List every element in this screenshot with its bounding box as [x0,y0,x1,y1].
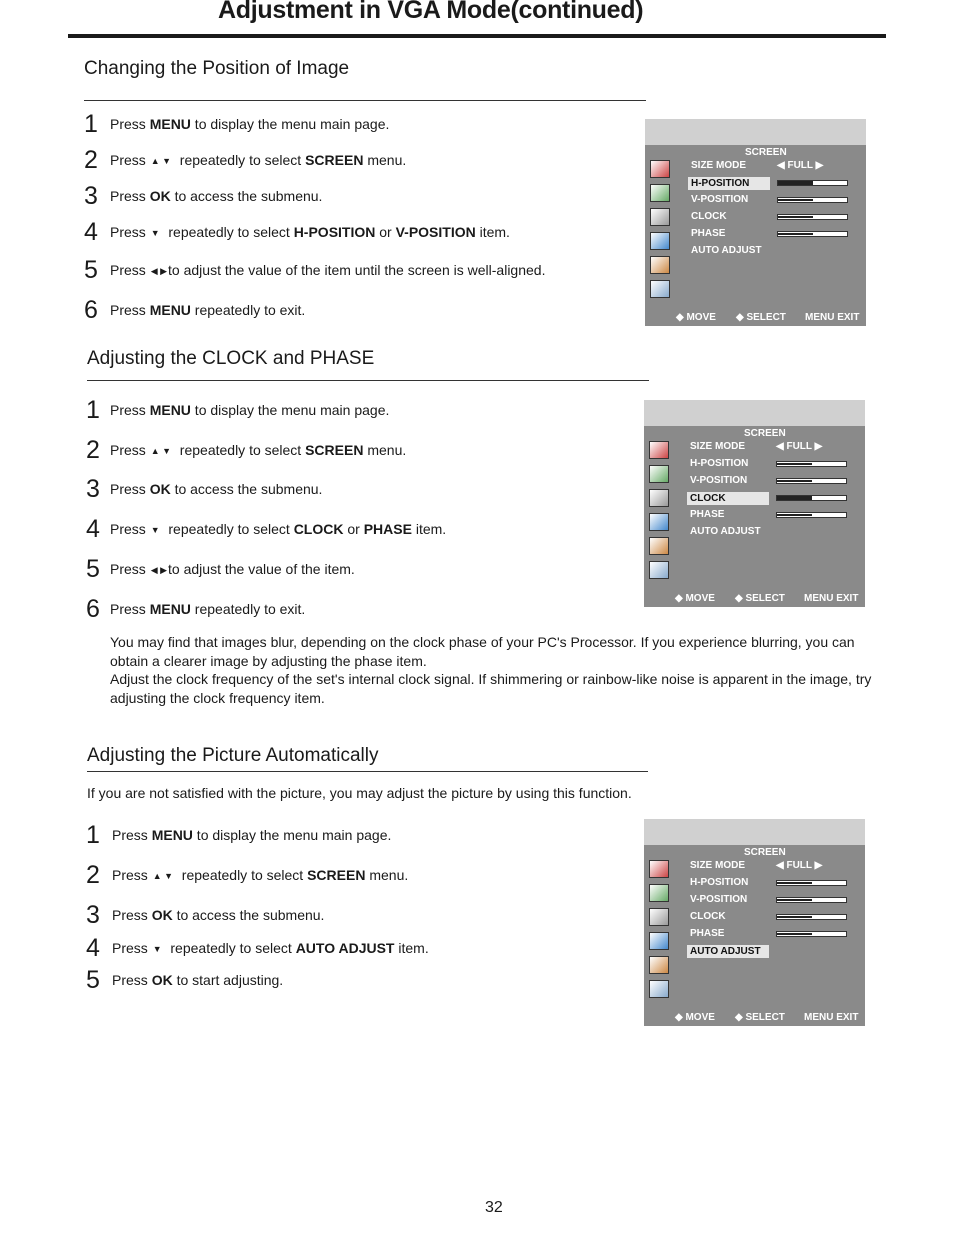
step-number: 5 [86,555,100,583]
step-text [110,188,322,204]
step-text [110,442,406,459]
section-heading-position: Changing the Position of Image [84,58,350,79]
step-text-part: Press [110,561,150,577]
osd-level-bar [777,180,848,186]
osd-footer-move: ◆ MOVE [676,312,716,323]
sound-icon [649,489,669,507]
osd-level-bar [776,495,847,501]
osd-icon-column [644,857,676,1007]
section-heading-clock-phase: Adjusting the CLOCK and PHASE [87,348,375,369]
size-mode-value: ◀ FULL ▶ [777,160,824,171]
picture-icon [649,441,669,459]
step-number: 4 [84,218,98,246]
step-keyword: OK [149,481,171,497]
osd-level-bar [776,461,847,467]
step-text-part: repeatedly to select [160,224,294,240]
note-clock: Adjust the clock frequency of the set's internal clock signal. If shimmering or rainbow-like noise is apparent in the image, try adjusting the clock frequency item. [110,671,872,706]
osd-header: SCREEN [744,428,786,439]
osd-item: V-POSITION [690,475,748,486]
section-rule [84,100,646,101]
osd-level-bar [776,880,847,886]
step-text [110,601,305,617]
screen-icon [650,280,670,298]
step-text-part: menu. [365,867,409,883]
step-text-part: item. [394,940,429,956]
step-text-part: repeatedly to select [172,152,306,168]
step-text-part: Press [110,262,150,278]
step-number: 6 [84,296,98,324]
step-text-part: or [343,521,364,537]
osd-level-fill [778,181,813,185]
step-text [110,302,305,318]
osd-item: PHASE [691,228,726,239]
step-text-part: repeatedly to exit. [190,302,306,318]
osd-item: PHASE [690,509,725,520]
osd-level-bar [777,214,848,220]
arrow-buttons-icon: ▲ ▼ [150,446,172,456]
step-number: 3 [86,475,100,503]
step-text-part: to adjust the value of the item. [168,561,355,577]
step-text [110,262,545,279]
step-text-part: Press [112,972,152,988]
osd-item: SIZE MODE [691,160,747,171]
step-number: 3 [84,182,98,210]
osd-footer-select: ◆ SELECT [735,1012,785,1023]
step-number: 3 [86,901,100,929]
step-text [110,116,389,132]
note-phase: You may find that images blur, depending on the clock phase of your PC's Processor. If you experience blurring, you can obtain a clearer image by adjusting the phase item. [110,634,855,669]
step-text [110,561,355,578]
setup-icon [650,256,670,274]
step-text-part: repeatedly to select [162,940,296,956]
step-text-part: Press [110,402,150,418]
osd-level-bar [777,231,848,237]
step-text-part: to access the submenu. [170,481,323,497]
step-text [110,521,446,538]
step-text-part: to display the menu main page. [190,116,390,132]
osd-top-band [645,119,866,145]
auto-adjust-intro: If you are not satisfied with the picture, you may adjust the picture by using this function. [87,785,632,801]
step-keyword: V-POSITION [395,224,476,240]
arrow-buttons-icon: ▲ ▼ [152,871,174,881]
step-text [112,867,408,884]
step-keyword: MENU [149,601,191,617]
osd-level-fill [777,496,812,500]
step-text-part: to access the submenu. [172,907,325,923]
step-keyword: PHASE [363,521,412,537]
step-text [110,224,510,241]
osd-footer-exit: MENU EXIT [805,312,860,323]
osd-level-bar [776,914,847,920]
osd-level-fill [777,916,812,918]
step-number: 1 [86,396,100,424]
title-rule [68,34,886,38]
osd-item: CLOCK [687,492,769,505]
osd-level-fill [777,480,812,482]
osd-item: PHASE [690,928,725,939]
osd-item: SIZE MODE [690,860,746,871]
screen-icon [649,561,669,579]
picture-icon [649,860,669,878]
section-rule [87,380,649,381]
step-text-part: Press [110,188,150,204]
step-text-part: to access the submenu. [170,188,323,204]
step-text-part: Press [110,116,150,132]
osd-level-fill [777,463,812,465]
arrow-buttons-icon: ▼ [150,228,160,238]
step-text-part: to display the menu main page. [190,402,390,418]
image-icon [650,184,670,202]
osd-level-bar [776,931,847,937]
osd-item: AUTO ADJUST [690,526,761,537]
page-number: 32 [485,1199,503,1216]
step-keyword: OK [151,972,173,988]
osd-item: AUTO ADJUST [687,945,769,958]
osd-level-fill [777,933,812,935]
osd-screen-menu-auto-adjust [644,819,865,1026]
step-keyword: MENU [149,116,191,132]
size-mode-value: ◀ FULL ▶ [776,860,823,871]
step-keyword: SCREEN [305,442,364,458]
step-text [112,940,429,957]
step-text [110,402,389,418]
section-rule [87,771,648,772]
step-text-part: item. [411,521,447,537]
step-text-part: menu. [363,442,407,458]
step-number: 5 [86,966,100,994]
page-title: Adjustment in VGA Mode(continued) [218,0,644,24]
osd-header: SCREEN [745,147,787,158]
step-number: 6 [86,595,100,623]
step-number: 4 [86,934,100,962]
image-icon [649,884,669,902]
step-text-part: Press [110,224,150,240]
feature-icon [649,513,669,531]
osd-icon-column [644,438,676,588]
sound-icon [649,908,669,926]
osd-footer-exit: MENU EXIT [804,1012,859,1023]
step-number: 4 [86,515,100,543]
step-text-part: Press [110,481,150,497]
picture-icon [650,160,670,178]
clock-phase-note [110,633,885,707]
step-text-part: to adjust the value of the item until the screen is well-aligned. [168,262,546,278]
step-text-part: or [375,224,396,240]
osd-level-fill [777,899,812,901]
section-heading-auto: Adjusting the Picture Automatically [87,745,379,766]
step-keyword: MENU [149,302,191,318]
step-text-part: Press [112,907,152,923]
osd-item: H-POSITION [688,177,770,190]
osd-item: H-POSITION [690,877,749,888]
step-number: 2 [84,146,98,174]
step-keyword: CLOCK [293,521,344,537]
osd-item: H-POSITION [690,458,749,469]
osd-level-fill [777,882,812,884]
step-text [110,152,406,169]
step-keyword: OK [151,907,173,923]
step-text [112,972,283,988]
step-keyword: OK [149,188,171,204]
step-text-part: item. [475,224,510,240]
step-keyword: MENU [151,827,193,843]
step-text-part: Press [110,442,150,458]
step-keyword: SCREEN [305,152,364,168]
step-number: 5 [84,256,98,284]
step-number: 1 [86,821,100,849]
osd-item: AUTO ADJUST [691,245,762,256]
osd-item: V-POSITION [691,194,749,205]
step-text-part: Press [110,302,150,318]
step-text-part: repeatedly to select [160,521,294,537]
osd-header: SCREEN [744,847,786,858]
osd-footer-select: ◆ SELECT [735,593,785,604]
arrow-buttons-icon: ▼ [152,944,162,954]
osd-footer-exit: MENU EXIT [804,593,859,604]
osd-level-fill [778,233,813,235]
osd-footer-select: ◆ SELECT [736,312,786,323]
step-text-part: repeatedly to select [172,442,306,458]
step-keyword: SCREEN [307,867,366,883]
osd-item: CLOCK [691,211,727,222]
arrow-buttons-icon: ◀ ▶ [150,565,168,575]
arrow-buttons-icon: ▲ ▼ [150,156,172,166]
sound-icon [650,208,670,226]
step-keyword: H-POSITION [293,224,376,240]
step-text-part: Press [112,827,152,843]
osd-level-bar [777,197,848,203]
image-icon [649,465,669,483]
step-text-part: Press [112,867,152,883]
osd-footer-move: ◆ MOVE [675,1012,715,1023]
osd-icon-column [645,157,677,307]
osd-level-bar [776,512,847,518]
setup-icon [649,537,669,555]
osd-footer-move: ◆ MOVE [675,593,715,604]
osd-screen-menu-hposition [645,119,866,326]
osd-level-fill [778,216,813,218]
step-text-part: Press [110,521,150,537]
step-text-part: Press [110,152,150,168]
step-text-part: Press [112,940,152,956]
feature-icon [649,932,669,950]
step-number: 1 [84,110,98,138]
osd-item: V-POSITION [690,894,748,905]
step-text-part: Press [110,601,150,617]
step-text-part: menu. [363,152,407,168]
step-text-part: repeatedly to select [174,867,308,883]
step-text-part: repeatedly to exit. [190,601,306,617]
step-number: 2 [86,861,100,889]
step-number: 2 [86,436,100,464]
osd-item: SIZE MODE [690,441,746,452]
osd-level-fill [778,199,813,201]
screen-icon [649,980,669,998]
arrow-buttons-icon: ▼ [150,525,160,535]
osd-top-band [644,819,865,845]
osd-level-bar [776,478,847,484]
step-text [110,481,322,497]
arrow-buttons-icon: ◀ ▶ [150,266,168,276]
step-keyword: MENU [149,402,191,418]
setup-icon [649,956,669,974]
step-text-part: to display the menu main page. [192,827,392,843]
size-mode-value: ◀ FULL ▶ [776,441,823,452]
step-text-part: to start adjusting. [172,972,284,988]
osd-screen-menu-clock [644,400,865,607]
osd-level-fill [777,514,812,516]
step-text [112,827,391,843]
step-keyword: AUTO ADJUST [295,940,395,956]
osd-item: CLOCK [690,911,726,922]
feature-icon [650,232,670,250]
osd-level-bar [776,897,847,903]
osd-top-band [644,400,865,426]
step-text [112,907,324,923]
